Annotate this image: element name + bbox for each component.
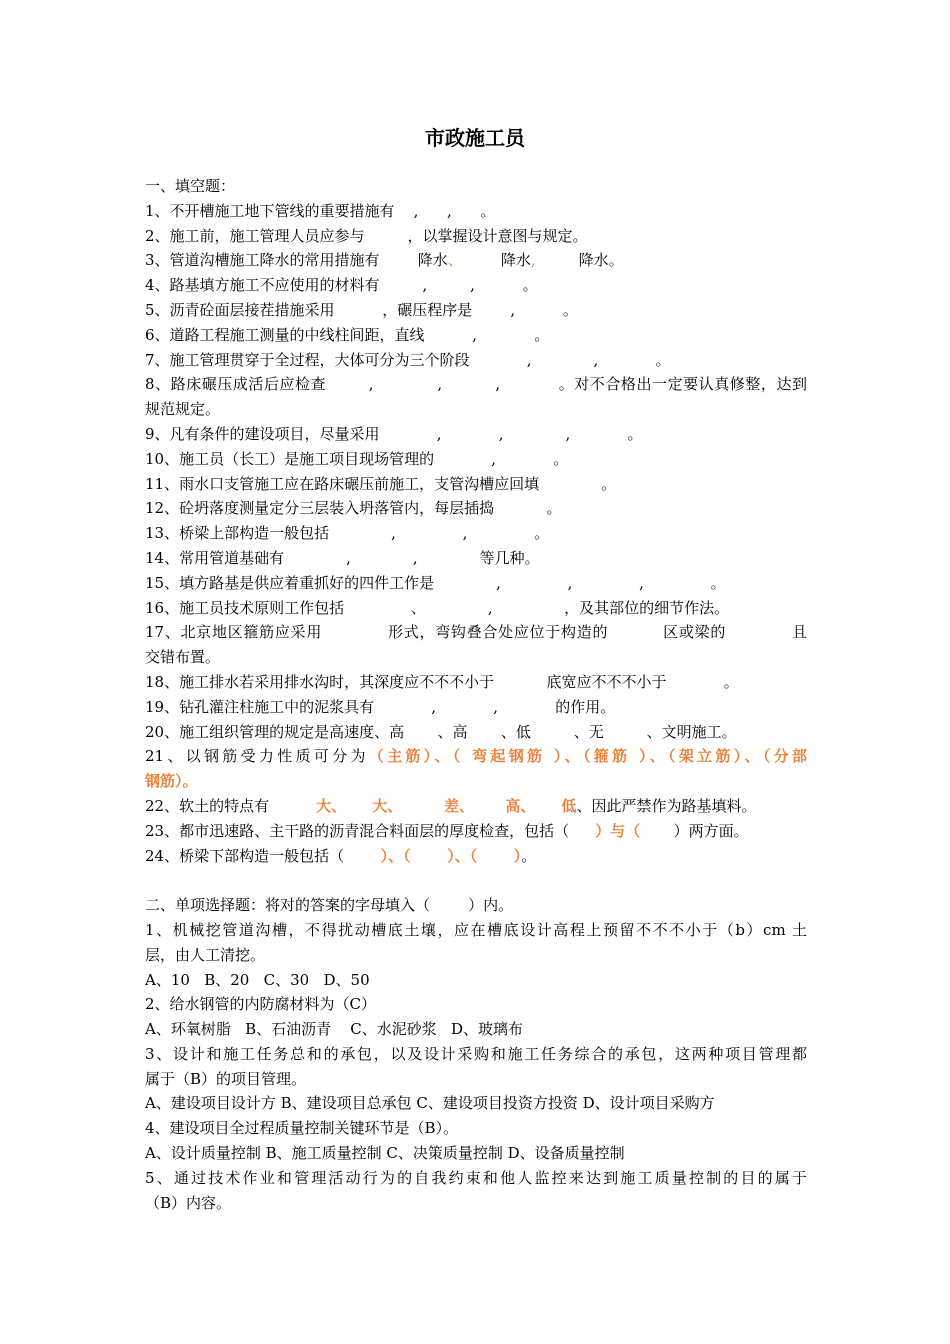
question-1-24 <box>145 844 807 869</box>
question-1-4: 4、路基填方施工不应使用的材料有 , , 。 <box>145 276 538 295</box>
question-2-2-options: A、环氧树脂 B、石油沥青 C、水泥砂浆 D、玻璃布 <box>145 1020 524 1039</box>
question-1-19: 19、钻孔灌注柱施工中的泥浆具有 , , 的作用。 <box>145 697 616 716</box>
q3-text-3: 降水。 <box>535 251 624 270</box>
question-1-5: 5、沥青砼面层接茬措施采用 ，碾压程序是 , 。 <box>145 300 578 319</box>
document-body <box>145 174 807 1215</box>
question-1-16: 16、施工员技术原则工作包括 、 , ，及其部位的细节作法。 <box>145 598 730 617</box>
question-1-15: 15、填方路基是供应着重抓好的四件工作是 , , , 。 <box>145 573 726 592</box>
question-1-1: 1、不开槽施工地下管线的重要措施有 , , 。 <box>145 201 496 220</box>
q21-answers: （主筋）、（ 弯起钢筋 ）、（箍筋 ）、（架立筋）、（分部 <box>368 747 807 766</box>
question-1-18: 18、施工排水若采用排水沟时，其深度应不不不小于 底宽应不不不小于 。 <box>145 672 739 691</box>
question-2-5-line-1: 5、通过技术作业和管理活动行为的自我约束和他人监控来达到施工质量控制的目的属于 <box>145 1168 807 1187</box>
question-1-21-line-1 <box>145 744 807 769</box>
question-1-2: 2、施工前，施工管理人员应参与 ，以掌握设计意图与规定。 <box>145 226 588 245</box>
question-2-1-options: A、10 B、20 C、30 D、50 <box>145 970 370 989</box>
q22-text-2: 、因此严禁作为路基填料。 <box>576 796 757 815</box>
q24-answers: ）、（ ）、（ ） <box>344 846 522 865</box>
section-heading-single-choice: 二、单项选择题：将对的答案的字母填入（ ）内。 <box>145 896 514 915</box>
question-1-20: 20、施工组织管理的规定是高速度、高 、高 、低 、无 、文明施工。 <box>145 722 737 741</box>
q24-text-2: 。 <box>521 846 537 865</box>
section-heading-fill-in: 一、填空题： <box>145 177 236 195</box>
q3-text-2: 降水 <box>462 251 531 270</box>
question-2-5-line-2: （B）内容。 <box>145 1193 232 1212</box>
question-1-8-line-2: 规范规定。 <box>145 400 221 419</box>
question-1-22 <box>145 794 807 819</box>
q22-text: 22、软土的特点有 <box>145 796 270 815</box>
section-gap <box>145 868 807 893</box>
question-1-6: 6、道路工程施工测量的中线柱间距，直线 , 。 <box>145 325 550 344</box>
question-2-1-line-2: 层，由人工清挖。 <box>145 945 266 964</box>
question-2-2: 2、给水钢管的内防腐材料为（C） <box>145 995 377 1014</box>
q21-text: 21、以钢筋受力性质可分为 <box>145 747 369 766</box>
q3-mark-1: 、 <box>447 251 463 270</box>
question-1-14: 14、常用管道基础有 , , 等几种。 <box>145 548 540 567</box>
question-1-8-line-1: 8、路床碾压成活后应检查 , , , 。对不合格出一定要认真修整，达到 <box>145 375 807 394</box>
q22-answers: 大、 大、 差、 高、 低 <box>269 796 577 815</box>
question-1-7: 7、施工管理贯穿于全过程，大体可分为三个阶段 , , 。 <box>145 350 671 369</box>
q3-text: 3、管道沟槽施工降水的常用措施有 降水 <box>145 251 448 270</box>
question-1-11: 11、雨水口支管施工应在路床碾压前施工，支管沟槽应回填 。 <box>145 474 617 493</box>
question-1-17-line-1: 17、北京地区箍筋应采用 形式，弯钩叠合处应位于构造的 区或梁的 且 <box>145 623 807 642</box>
question-1-17-line-2: 交错布置。 <box>145 648 221 667</box>
q23-text-2: ）两方面。 <box>640 821 749 840</box>
document-title: 市政施工员 <box>425 126 525 150</box>
question-1-9: 9、凡有条件的建设项目，尽量采用 , , , 。 <box>145 424 643 443</box>
question-2-1-line-1: 1、机械挖管道沟槽，不得扰动槽底土壤，应在槽底设计高程上预留不不不小于（b）cm 土 <box>145 920 807 939</box>
question-1-23 <box>145 819 807 844</box>
question-1-3 <box>145 248 807 273</box>
question-1-12: 12、砼坍落度测量定分三层装入坍落管内，每层插捣 。 <box>145 499 562 518</box>
question-1-13: 13、桥梁上部构造一般包括 , , 。 <box>145 524 550 543</box>
question-2-4-options: A、设计质量控制 B、施工质量控制 C、决策质量控制 D、设备质量控制 <box>145 1144 625 1163</box>
question-2-3-line-2: 属于（B）的项目管理。 <box>145 1069 307 1088</box>
q3-mark-2: , <box>530 251 536 270</box>
q24-text: 24、桥梁下部构造一般包括（ <box>145 846 345 865</box>
question-2-3-options: A、建设项目设计方 B、建设项目总承包 C、建设项目投资方投资 D、设计项目采购方 <box>145 1094 715 1113</box>
question-1-21-line-2: 钢筋）。 <box>145 772 198 791</box>
q23-text: 23、都市迅速路、主干路的沥青混合料面层的厚度检查，包括（ <box>145 821 570 840</box>
question-1-10: 10、施工员（长工）是施工项目现场管理的 , 。 <box>145 449 569 468</box>
q23-answers: ）与（ <box>569 821 641 840</box>
question-2-3-line-1: 3、设计和施工任务总和的承包，以及设计采购和施工任务综合的承包，这两种项目管理都 <box>145 1044 807 1063</box>
question-2-4: 4、建设项目全过程质量控制关键环节是（B）。 <box>145 1119 459 1138</box>
